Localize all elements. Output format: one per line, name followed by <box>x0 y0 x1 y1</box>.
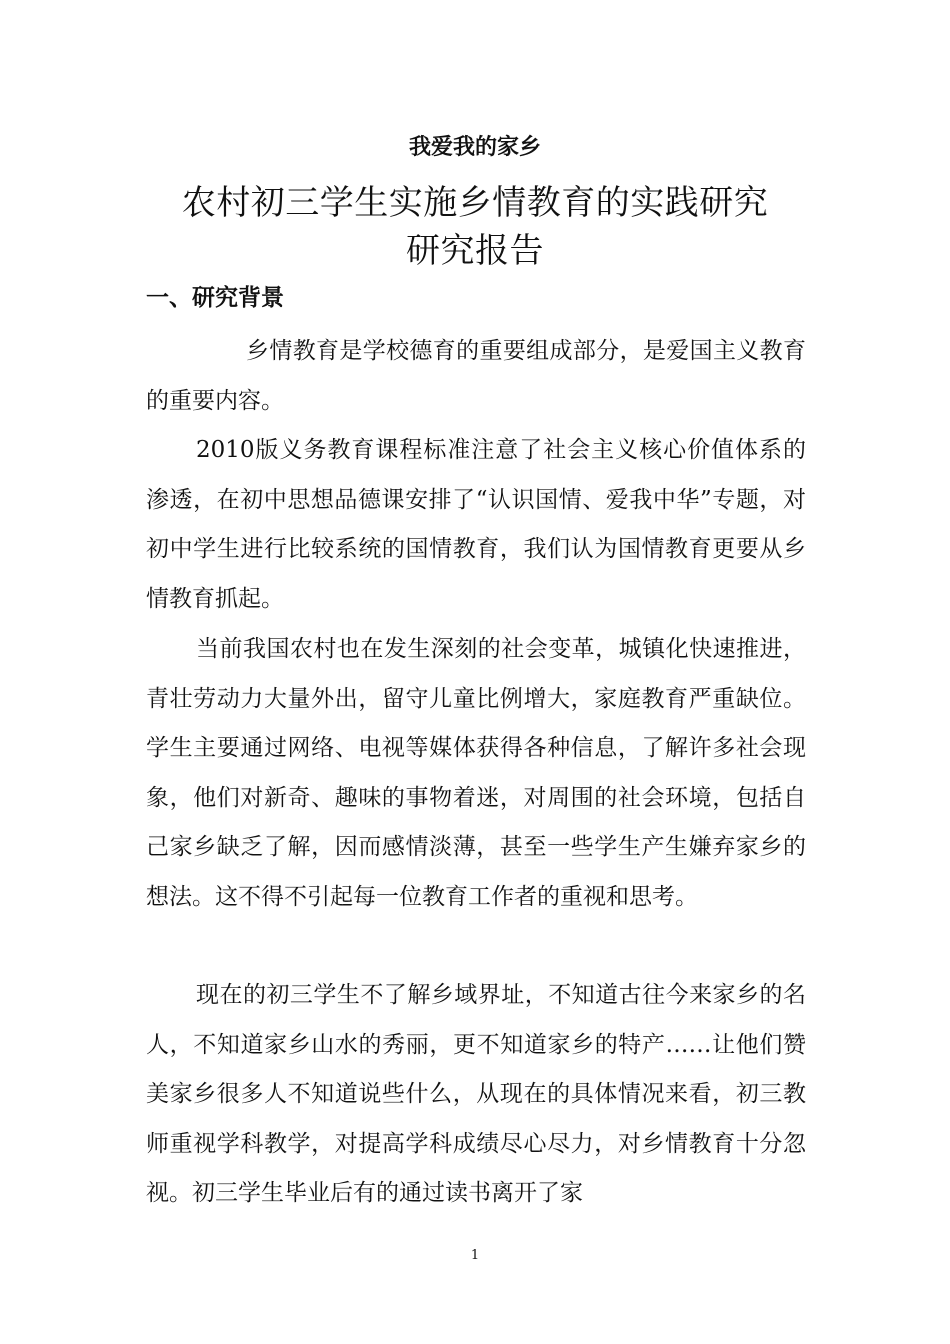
paragraph-2: 2010版义务教育课程标准注意了社会主义核心价值体系的渗透，在初中思想品德课安排了“认识国情、爱我中华”专题，对初中学生进行比较系统的国情教育，我们认为国情教育更要从乡情教育抓起。 <box>146 437 806 612</box>
page-number: 1 <box>470 1248 480 1263</box>
document-title-line-1: 农村初三学生实施乡情教育的实践研究 <box>181 183 769 223</box>
paragraph-1: 乡情教育是学校德育的重要组成部分，是爱国主义教育的重要内容。 <box>146 338 806 414</box>
paragraph-4: 现在的初三学生不了解乡域界址，不知道古往今来家乡的名人，不知道家乡山水的秀丽，更不知道家乡的特产……让他们赞美家乡很多人不知道说些什么，从现在的具体情况来看，初三教师重视学科教学，对提高学科成绩尽心尽力，对乡情教育十分忽视。初三学生毕业后有的通过读书离开了家 <box>146 982 806 1206</box>
section-heading: 一、研究背景 <box>146 285 284 311</box>
document-subtitle: 我爱我的家乡 <box>408 135 541 160</box>
paragraph-3: 当前我国农村也在发生深刻的社会变革，城镇化快速推进，青壮劳动力大量外出，留守儿童比例增大，家庭教育严重缺位。学生主要通过网络、电视等媒体获得各种信息，了解许多社会现象，他们对新奇、趣味的事物着迷，对周围的社会环境，包括自己家乡缺乏了解，因而感情淡薄，甚至一些学生产生嫌弃家乡的想法。这不得不引起每一位教育工作者的重视和思考。 <box>146 636 806 910</box>
document-title-line-2: 研究报告 <box>406 231 544 271</box>
